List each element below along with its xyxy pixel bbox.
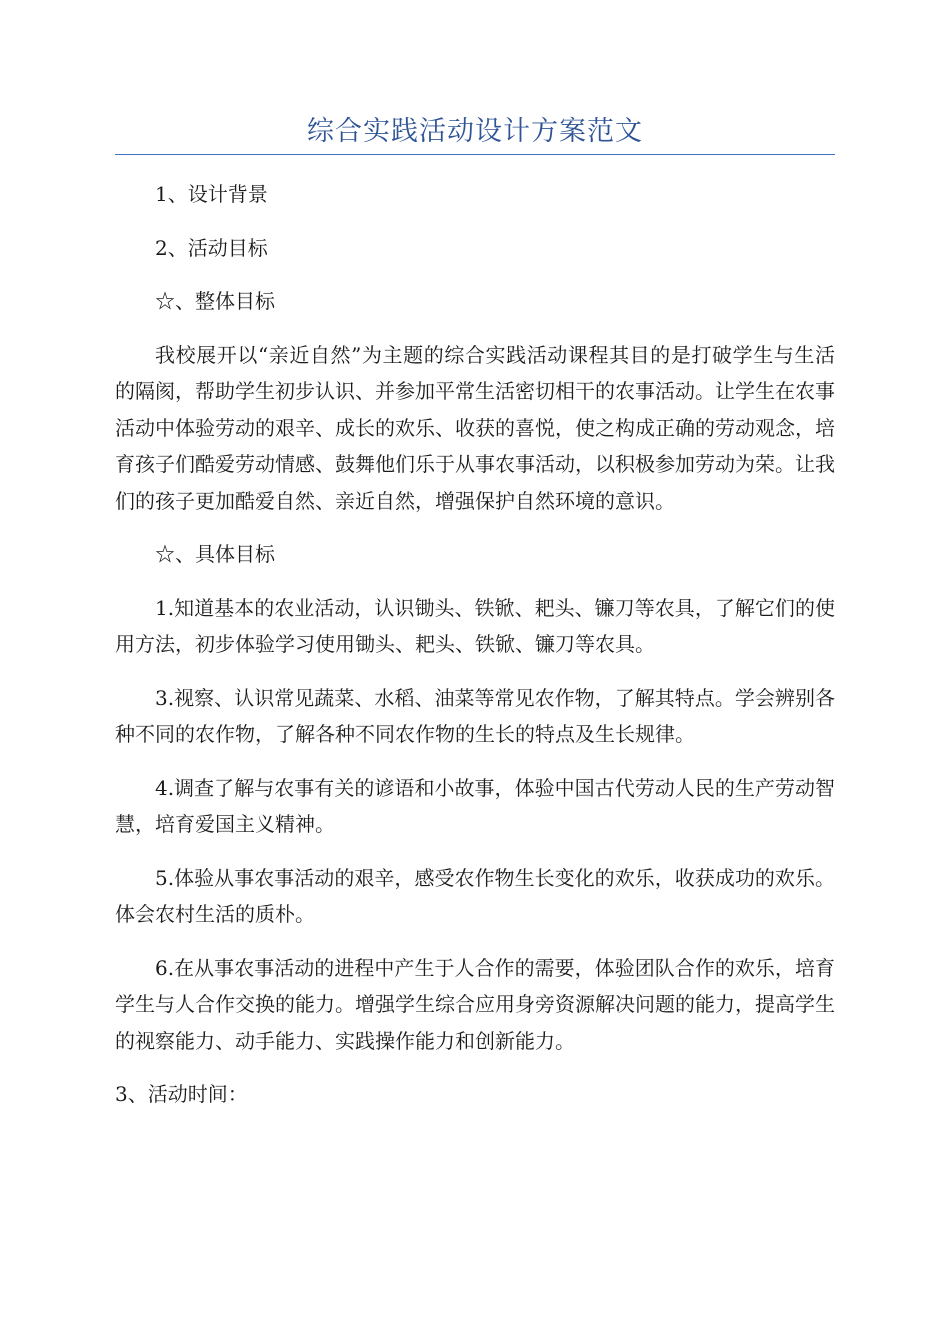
document-title: 综合实践活动设计方案范文: [307, 116, 643, 147]
subheading-overall-goal: ☆、整体目标: [155, 289, 275, 313]
section-heading-activity-time: 3、活动时间：: [115, 1082, 248, 1106]
section-heading-background: 1、设计背景: [155, 182, 268, 206]
goal-item-3: 3.视察、认识常见蔬菜、水稻、油菜等常见农作物，了解其特点。学会辨别各种不同的农作物，了解各种不同农作物的生长的特点及生长规律。: [115, 685, 835, 746]
goal-item-4: 4.调查了解与农事有关的谚语和小故事，体验中国古代劳动人民的生产劳动智慧，培育爱国主义精神。: [115, 775, 835, 836]
goal-item-6: 6.在从事农事活动的进程中产生于人合作的需要，体验团队合作的欢乐，培育学生与人合作交换的能力。增强学生综合应用身旁资源解决问题的能力，提高学生的视察能力、动手能力、实践操作能力和创新能力。: [115, 955, 835, 1053]
title-underline: [115, 154, 835, 155]
document-body: [115, 176, 835, 1113]
paragraph-overall-goal: 我校展开以“亲近自然”为主题的综合实践活动课程其目的是打破学生与生活的隔阂，帮助学生初步认识、并参加平常生活密切相干的农事活动。让学生在农事活动中体验劳动的艰辛、成长的欢乐、收获的喜悦，使之构成正确的劳动观念，培育孩子们酷爱劳动情感、鼓舞他们乐于从事农事活动，以积极参加劳动为荣。让我们的孩子更加酷爱自然、亲近自然，增强保护自然环境的意识。: [115, 342, 835, 513]
section-heading-goals: 2、活动目标: [155, 235, 268, 260]
goal-item-5: 5.体验从事农事活动的艰辛，感受农作物生长变化的欢乐，收获成功的欢乐。体会农村生活的质朴。: [115, 865, 835, 926]
subheading-specific-goals: ☆、具体目标: [155, 542, 275, 566]
goal-item-1: 1.知道基本的农业活动，认识锄头、铁锨、耙头、镰刀等农具，了解它们的使用方法，初步体验学习使用锄头、耙头、铁锨、镰刀等农具。: [115, 595, 835, 656]
